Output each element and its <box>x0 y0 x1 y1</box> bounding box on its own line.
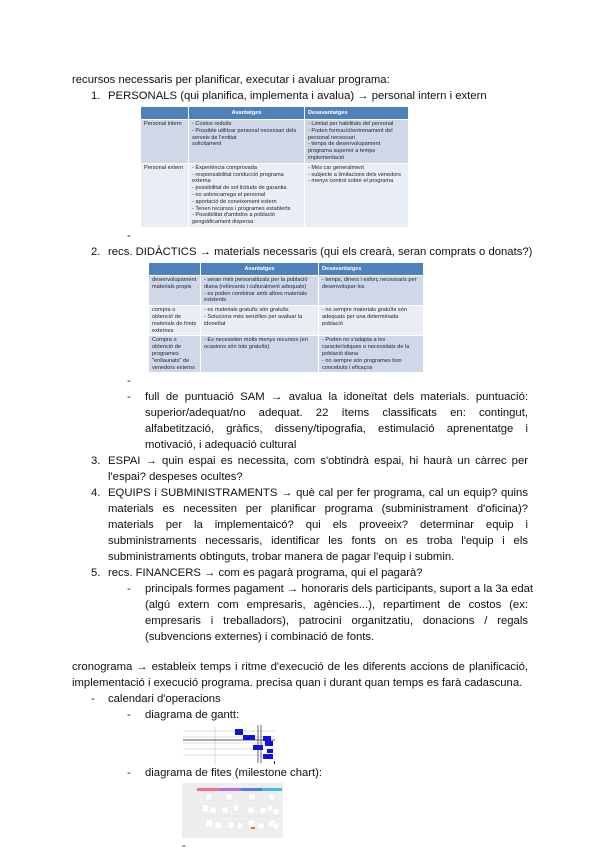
text-line: l'espai? despeses ocultes? <box>108 471 243 484</box>
cell-line: - possibilitat de sol·licituds de garantia <box>192 185 287 192</box>
dash: - <box>127 767 131 780</box>
table-row <box>141 120 409 164</box>
header-advantages: Avantatges <box>189 107 305 120</box>
table-row <box>149 336 424 373</box>
row-label: compra o obtenció de materials de fonts externes <box>149 306 201 336</box>
cell-line: - Poden no s'adapta a les característiques o necessitats de la població diana <box>322 337 410 357</box>
text-line: materials es necessiten per planificar programa (subministrament d'oficina)? <box>108 503 528 516</box>
financers-sub-row <box>127 581 534 645</box>
cell-line: - Es necessiten molts menys recursos (en ocasions són tots gratuïts) <box>204 337 308 351</box>
row-label: Personal extern <box>141 163 189 227</box>
text-line: implementació i execució programa. precisa quan i durant quan temps es farà cadascuna. <box>72 677 523 690</box>
header-disadvantages: Desavantatges <box>319 262 424 275</box>
cell-line: - Experiència comprovada <box>192 164 257 171</box>
table-personals <box>140 106 409 228</box>
table-row <box>149 306 424 336</box>
text-line: superior/adequat/no adequat. 22 ítems classificats en: contingut, <box>145 407 528 420</box>
cell-line: - temps de desenvolupament programa superior a temps implementació <box>308 141 381 161</box>
calendari-label: calendari d'operacions <box>108 693 221 706</box>
cell-line: - Limitat per habilitats del personal <box>308 121 394 127</box>
cell-line: solicitament <box>192 141 222 148</box>
table-row <box>141 163 409 227</box>
text-line: cronograma → estableix temps i ritme d'execució de les diferents accions de planificació, <box>72 661 528 674</box>
cell-line: - no sempre materials gratuïts són adequats per una determinada població <box>322 307 407 327</box>
text-line: (subvencions externes) i combinació de fonts. <box>145 631 375 644</box>
table-didactics <box>148 262 424 373</box>
cronograma-paragraph <box>72 659 528 691</box>
financers-paragraph <box>145 581 534 645</box>
cell-line: - responsabilitat conducció programa externa <box>192 171 284 185</box>
dash: - <box>182 840 186 853</box>
dash: - <box>91 693 95 706</box>
item-num: 2. <box>91 245 101 258</box>
cell-line: - es poden combinar amb altres materials existents <box>204 290 307 304</box>
text-line: materials per la implementaicó? qui els proveeix? determinar equip i <box>108 519 528 532</box>
cell-line: - Més car generalment <box>308 164 364 171</box>
gantt-chart-image <box>183 723 275 765</box>
cell-line: - Possible utilitzar personal necessari dels serveis de l'entitat <box>192 127 297 141</box>
gantt-label: diagrama de gantt: <box>145 709 240 722</box>
dash: - <box>127 391 131 404</box>
text-line: principals formes pagament → honoraris dels participants, suport a la 3a edat <box>145 583 534 596</box>
cell-line: - no sobrecarrega el personal <box>192 191 266 198</box>
cell-line: - Solucions més senzilles per avaluar la idoneïtat <box>204 313 303 327</box>
cell-line: - aportació de coneixement extern <box>192 198 277 205</box>
text-line: subministraments necessaris, identificar les fonts on es troba l'equip i els <box>108 535 528 548</box>
row-label: Compra o obtenció de programes "enllaunats" de venedors externs <box>149 336 201 373</box>
cell-line: - es materials gratuïts són gratuïts <box>204 307 289 314</box>
item-didactics: recs. DIDÀCTICS → materials necessaris (qui els crearà, seran comprats o donats?) <box>108 245 533 258</box>
cell-line: - menys control sobre el programa <box>308 178 394 185</box>
item-num: 4. <box>91 487 101 500</box>
cell-line: - Costos reduïts <box>192 121 232 127</box>
dash: - <box>127 583 131 596</box>
text-line: subministraments obtinguts, trobar manera de pagar l'equip i submin. <box>108 551 455 564</box>
header-advantages: Avantatges <box>201 262 319 275</box>
fites-row <box>127 765 600 781</box>
item-equips-row <box>91 485 528 565</box>
item-num: 1. <box>91 90 101 102</box>
cell-line: - subjecte a limitacions dels venedors <box>308 171 401 178</box>
intro-text: recursos necessaris per planificar, executar i avaluar programa: <box>72 74 390 86</box>
text-line: ESPAI → quin espai es necessita, com s'obtindrà espai, hi haurà un càrrec per <box>108 455 528 468</box>
cell-line: - no sempre són programes bon concebuts i eficaços <box>322 357 402 371</box>
dash: - <box>127 375 131 388</box>
cell-line: - Poden formació/entrenament del personal necessari <box>308 127 393 141</box>
sam-paragraph <box>145 389 528 453</box>
item-didactics-row <box>91 244 600 260</box>
item-espai-row <box>91 453 528 485</box>
item-num: 3. <box>91 455 101 468</box>
gantt-row <box>127 707 600 723</box>
cell-line: - temps, diners i esforç necessaris per desenvolupar-los <box>322 276 417 290</box>
item-personals: PERSONALS (qui planifica, implementa i avalua) → personal intern i extern <box>108 90 487 102</box>
text-line: alfabetització, gràfics, disseny/tipografia, estimulació aprenentatge i <box>145 423 528 436</box>
sam-row <box>127 389 528 453</box>
row-label: desenvolupament materials propis <box>149 275 201 305</box>
item-espai <box>108 453 528 485</box>
item-num: 5. <box>91 567 101 580</box>
calendari-row <box>91 691 600 707</box>
milestone-chart-image <box>182 783 283 838</box>
item-equips <box>108 485 528 565</box>
cell-line: - Tenen recursos i programes establerts <box>192 205 291 212</box>
text-line: motivació, i adequació cultural <box>145 439 297 452</box>
header-disadvantages: Desavantatges <box>305 107 409 120</box>
item-financers-row <box>91 565 600 581</box>
item-financers: recs. FINANCERS → com es pagarà programa, qui el pagarà? <box>108 567 423 580</box>
cell-line: - Possibilitat d'ambdos a població geogràficament dispersa <box>192 212 275 226</box>
table-row <box>149 275 424 305</box>
dash: - <box>127 709 131 722</box>
dash: - <box>127 229 131 242</box>
text-line: full de puntuació SAM → avalua la idoneïtat dels materials. puntuació: <box>145 391 528 404</box>
text-line: empresaris i treballadors), patrocini organitzatiu, donacions / regals <box>145 615 528 628</box>
row-label: Personal intern <box>141 120 189 164</box>
item-personals-row <box>91 88 600 104</box>
text-line: EQUIPS i SUBMINISTRAMENTS → què cal per fer programa, cal un equip? quins <box>108 487 528 500</box>
text-line: (algú extern com empresaris, agències...), repartiment de costos (ex: <box>145 599 528 612</box>
fites-label: diagrama de fites (milestone chart): <box>145 767 323 780</box>
cell-line: - seran més personalitzats per la població diana (rellevants i culturalment adequats) <box>204 276 308 290</box>
